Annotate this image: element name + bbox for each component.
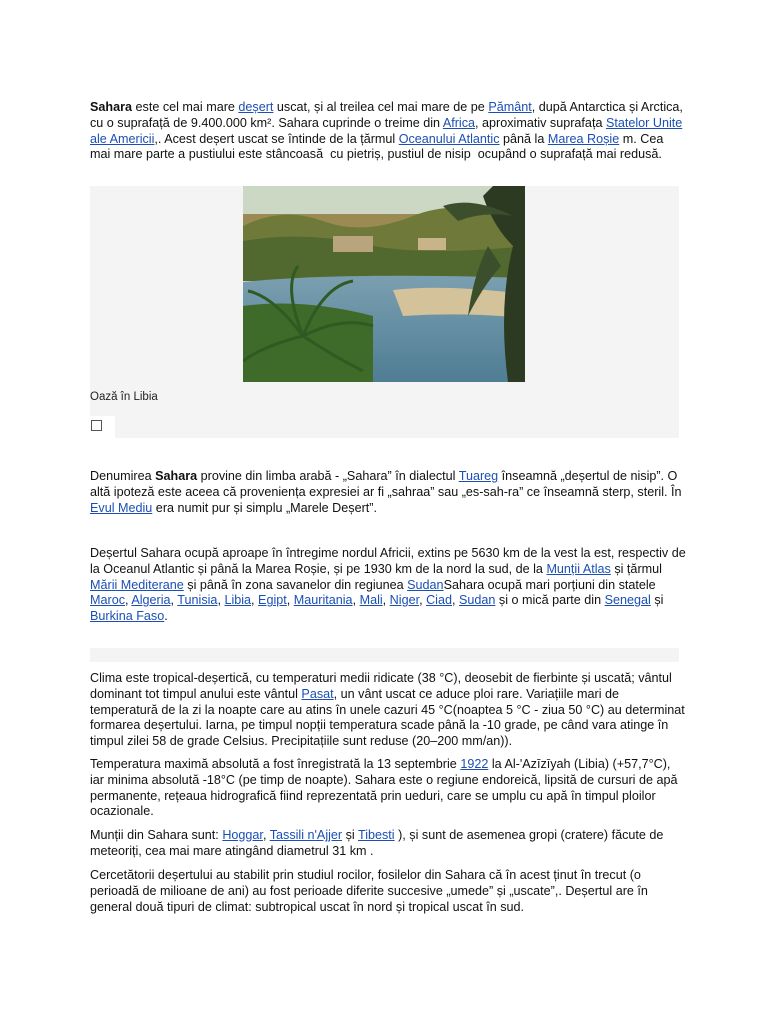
link-marea-rosie[interactable]: Marea Roșie — [547, 131, 620, 146]
link-1922[interactable]: 1922 — [460, 757, 489, 771]
checkbox-square-icon — [91, 420, 102, 431]
link-country-egipt[interactable]: Egipt — [258, 593, 287, 608]
link-burkina-faso[interactable]: Burkina Faso — [90, 609, 165, 624]
temperature-paragraph: Temperatura maximă absolută a fost înregistrată la 13 septembrie 1922 la Al-'Azīzīyah (Libia) (+57,7°C), iar minima absolută -18°C (pe timp de noapte). Sahara este o regiune endoreică, lipsită de cursuri de apă permanente, rețeaua hidrografică fiind reprezentată prin ueduri, care se umplu cu apă în timpul ploilor ocazionale. — [90, 757, 681, 819]
link-hoggar[interactable]: Hoggar — [222, 828, 263, 842]
bold-term-sahara-2: Sahara — [155, 469, 198, 483]
link-country-sudan[interactable]: Sudan — [458, 593, 496, 608]
link-sudan-region[interactable]: Sudan — [407, 577, 444, 592]
bold-term-sahara: Sahara — [90, 100, 133, 114]
link-desert[interactable]: deșert — [238, 100, 274, 114]
figure-caption: Oază în Libia — [90, 391, 158, 403]
link-country-ciad[interactable]: Ciad — [426, 593, 452, 608]
link-pasat[interactable]: Pasat — [301, 686, 334, 701]
oasis-illustration — [243, 186, 525, 382]
link-tibesti[interactable]: Tibesti — [357, 828, 395, 842]
link-evul-mediu[interactable]: Evul Mediu — [90, 500, 153, 515]
link-country-maroc[interactable]: Maroc — [90, 593, 125, 608]
link-senegal[interactable]: Senegal — [604, 593, 651, 608]
etymology-paragraph: Denumirea Sahara provine din limba arabă - „Sahara” în dialectul Tuareg înseamnă „deșertul de nisip”. O altă ipoteză este aceea că proveniența expresiei ar fi „sahraa” sau „es-sah-ra” ce înseamnă sterp, steril. În Evul Mediu era numit pur și simplu „Marele Deșert”. — [90, 469, 685, 515]
geography-paragraph: Deșertul Sahara ocupă aproape în întregime nordul Africii, extins pe 5630 km de la vest la est, respectiv de la Oceanul Atlantic și până la Marea Roșie, și pe 1930 km de la nord la sud, de la Munții Atlas și țărmul Mării Mediterane și până în zona savanelor din regiunea SudanSahara ocupă mari porțiuni din statele Maroc, Algeria, Tunisia, Libia, Egipt, Mauritania, Mali, Niger, Ciad, Sudan și o mică parte din Senegal și Burkina Faso. — [90, 546, 690, 624]
link-country-tunisia[interactable]: Tunisia — [177, 593, 218, 608]
oasis-photo — [243, 186, 525, 382]
link-country-libia[interactable]: Libia — [224, 593, 252, 608]
link-country-mali[interactable]: Mali — [359, 593, 383, 608]
intro-paragraph: Sahara este cel mai mare deșert uscat, și al treilea cel mai mare de pe Pământ, după Antarctica și Arctica, cu o suprafață de 9.400.000 km². Sahara cuprinde o treime din Africa, aproximativ suprafața Statelor Unite ale Americii,. Acest deșert uscat se întinde de la țărmul Oceanului Atlantic până la Marea Roșie m. Cea mai mare parte a pustiului este stâncoasă cu pietriș, pustiul de nisip ocupând o suprafață mai redusă. — [90, 100, 687, 162]
link-pamant[interactable]: Pământ — [488, 100, 532, 114]
link-country-mauritania[interactable]: Mauritania — [293, 593, 353, 608]
link-statele-unite[interactable]: Statelor Unite ale Americii — [90, 115, 683, 146]
section-divider — [90, 648, 679, 662]
link-africa[interactable]: Africa — [442, 115, 476, 130]
link-marii-mediterane[interactable]: Mării Mediterane — [90, 577, 184, 592]
link-tassili-najjer[interactable]: Tassili n'Ajjer — [269, 828, 343, 842]
climate-paragraph: Clima este tropical-deșertică, cu temperaturi medii ridicate (38 °C), deosebit de fierbinte și uscată; vântul dominant tot timpul anului este vântul Pasat, un vânt uscat ce aduce ploi rare. Variațiile mari de temperatură de la zi la noapte care au atins în unele cazuri 45 °C(noaptea 5 °C - ziua 50 °C) au determinat formarea deșertului. Iarna, pe timpul nopții temperatura scade până la -10 grade, pe când vara atinge în timpul zilei 58 de grade Celsius. Precipitațiile sunt reduse (20–200 mm/an)). — [90, 671, 689, 749]
mountains-paragraph: Munții din Sahara sunt: Hoggar, Tassili n'Ajjer și Tibesti ), și sunt de asemenea gropi (cratere) făcute de meteoriți, cea mai mare atingând diametrul 31 km . — [90, 828, 667, 858]
link-country-algeria[interactable]: Algeria — [131, 593, 171, 608]
link-tuareg[interactable]: Tuareg — [458, 469, 499, 483]
link-country-niger[interactable]: Niger — [389, 593, 420, 608]
checkbox[interactable] — [89, 416, 115, 438]
link-oceanul-atlantic[interactable]: Oceanului Atlantic — [398, 131, 500, 146]
link-muntii-atlas[interactable]: Munții Atlas — [546, 561, 611, 576]
research-paragraph: Cercetătorii deșertului au stabilit prin studiul rocilor, fosilelor din Sahara că în acest ținut în trecut (o perioadă de milioane de ani) au fost perioade diferite succesive „umede” și „uscate”,. Deșertul are în general două tipuri de climat: subtropical uscat în nord și tropical uscat în sud. — [90, 868, 652, 914]
